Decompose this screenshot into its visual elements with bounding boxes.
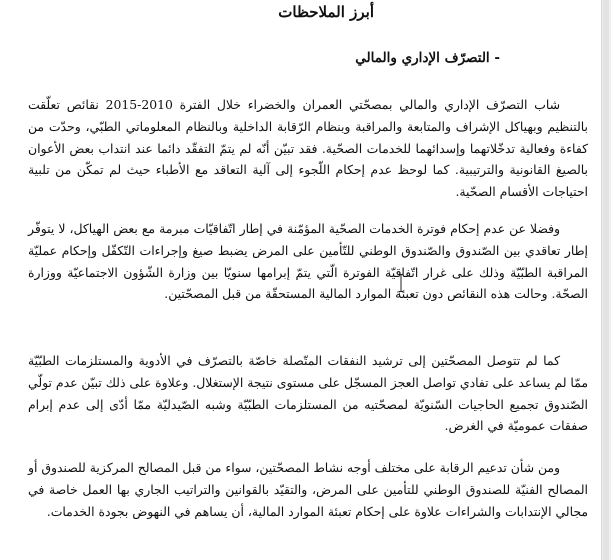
paragraph-4-text: ومن شأن تدعيم الرقابة على مختلف أوجه نشاط المصحّتين، سواء من قبل المصالح المركزية للصندوق أو المصالح الفنيّة للصندوق الوطني للتأمين على المرض، والتقيّد بالقوانين والتراتيب الجاري بها العمل خاصة في مجالي الإنتدابات والشراءات علاوة على إحكام تعبئة الموارد المالية، أن يساهم في النهوض بجودة الخدمات. <box>28 460 588 519</box>
text-cursor-icon <box>398 274 404 292</box>
paragraph-2[interactable] <box>28 218 588 305</box>
paragraph-3-text: كما لم تتوصل المصحّتين إلى ترشيد النفقات المتّصلة خاصّة بالتصرّف في الأدوية والمستلزمات الطبّيّة ممّا لم يساعد على تفادي تواصل العجز المسجّل على مستوى نتيجة الإستغلال. وعلاوة على ذلك تبيّن عدم تولّي الصّندوق تجميع الحاجيات السّنويّة لمصحّتيه من المستلزمات الطبّيّة وشبه الصّيدليّة ممّا أدّى إلى عدم إبرام صفقات عموميّة في الغرض. <box>28 353 588 434</box>
section-heading: - التصرّف الإداري والمالي <box>355 50 500 66</box>
page-title: أبرز الملاحظات <box>278 3 374 21</box>
paragraph-1-text: شاب التصرّف الإداري والمالي بمصحّتي العمران والخضراء خلال الفترة 2010-2015 نقائص تعلّقت بالتنظيم وبهياكل الإشراف والمتابعة والمراقبة وبنظام الرّقابة الداخلية وبالنظام المعلوماتي الطبّي، وحدّت من كفاءة وفعالية تدخّلاتهما وإسدائهما للخدمات الصحّية. فقد تبيّن أنّه لم يتمّ التفقّد دائما عند انتداب بعض الأعوان بالصيغ القانونية والترتيبية. كما لوحظ عدم إحكام اللّجوء إلى آلية التعاقد مع الأطباء حيث لم تمكّن من تلبية احتياجات الأقسام الصحّية. <box>28 97 588 200</box>
vertical-scrollbar[interactable] <box>601 0 611 560</box>
paragraph-2-text: وفضلا عن عدم إحكام فوترة الخدمات الصحّية المؤمّنة في إطار اتّفاقيّات مبرمة مع بعض الهياكل، لا يتوفّر إطار تعاقدي بين الصّندوق والصّندوق الوطني للتّأمين على المرض يضبط صيغ وإجراءات التّكفّل وإحكام عمليّة المراقبة الطبّيّة وذلك على غرار اتّفاقيّة الفوترة الّتي يتمّ إبرامها سنويّا بين وزارة الشّؤون الاجتماعيّة ووزارة الصحّة. وحالت هذه النقائص دون تعبئة الموارد المالية المستحقّة من قبل المصحّتين. <box>28 221 588 302</box>
paragraph-1[interactable] <box>28 94 588 203</box>
scrollbar-thumb[interactable] <box>603 0 609 560</box>
paragraph-3[interactable] <box>28 350 588 437</box>
paragraph-4[interactable] <box>28 457 588 522</box>
